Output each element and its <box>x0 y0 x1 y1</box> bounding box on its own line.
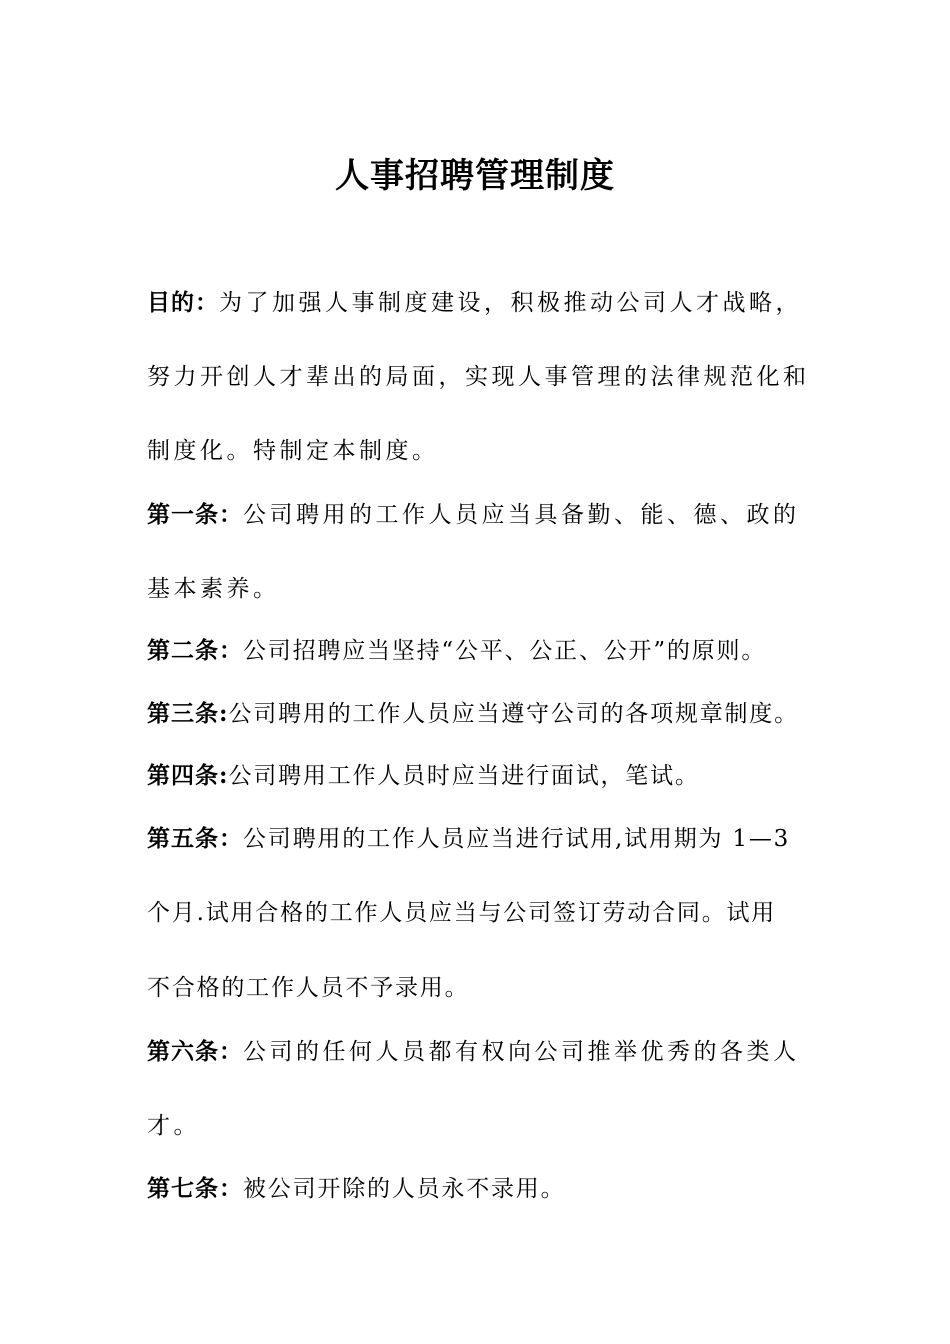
article-3-text: 公司聘用的工作人员应当遵守公司的各项规章制度。 <box>228 701 799 727</box>
article-3-label: 第三条: <box>147 700 229 727</box>
article-4-label: 第四条: <box>147 762 229 789</box>
article-7-line-1 <box>147 1172 827 1206</box>
article-2-label: 第二条： <box>147 637 243 664</box>
article-2-line-1 <box>147 634 827 668</box>
article-4-line-1 <box>147 759 827 793</box>
purpose-line-3: 制度化。特制定本制度。 <box>147 438 439 464</box>
article-1-line-2: 基本素养。 <box>147 576 280 602</box>
article-6-line-1 <box>147 1035 827 1069</box>
article-5-line-3: 不合格的工作人员不予录用。 <box>147 975 470 1001</box>
purpose-label: 目的： <box>147 289 219 316</box>
article-5-label: 第五条： <box>147 825 243 852</box>
article-7-text: 被公司开除的人员永不录用。 <box>243 1176 566 1202</box>
document-title: 人事招聘管理制度 <box>335 156 615 196</box>
article-5-line-2: 个月.试用合格的工作人员应当与公司签订劳动合同。试用 <box>147 900 777 926</box>
article-6-text: 公司的任何人员都有权向公司推举优秀的各类人 <box>243 1039 800 1065</box>
article-2-text: 公司招聘应当坚持“公平、公正、公开”的原则。 <box>243 638 767 664</box>
article-6-label: 第六条： <box>147 1038 243 1065</box>
article-5-text: 公司聘用的工作人员应当进行试用,试用期为 1—3 <box>243 826 791 852</box>
article-3-line-1 <box>147 697 827 731</box>
purpose-text: 为了加强人事制度建设，积极推动公司人才战略， <box>219 290 802 316</box>
article-5-line-1 <box>147 822 827 856</box>
article-4-text: 公司聘用工作人员时应当进行面试，笔试。 <box>228 763 700 789</box>
article-7-label: 第七条： <box>147 1175 243 1202</box>
article-1-line-1 <box>147 498 827 532</box>
article-1-label: 第一条： <box>147 501 243 528</box>
purpose-line-1 <box>147 286 827 320</box>
article-1-text: 公司聘用的工作人员应当具备勤、能、德、政的 <box>243 502 800 528</box>
article-6-line-2: 才。 <box>147 1113 200 1139</box>
purpose-line-2: 努力开创人才辈出的局面，实现人事管理的法律规范化和 <box>147 364 810 390</box>
